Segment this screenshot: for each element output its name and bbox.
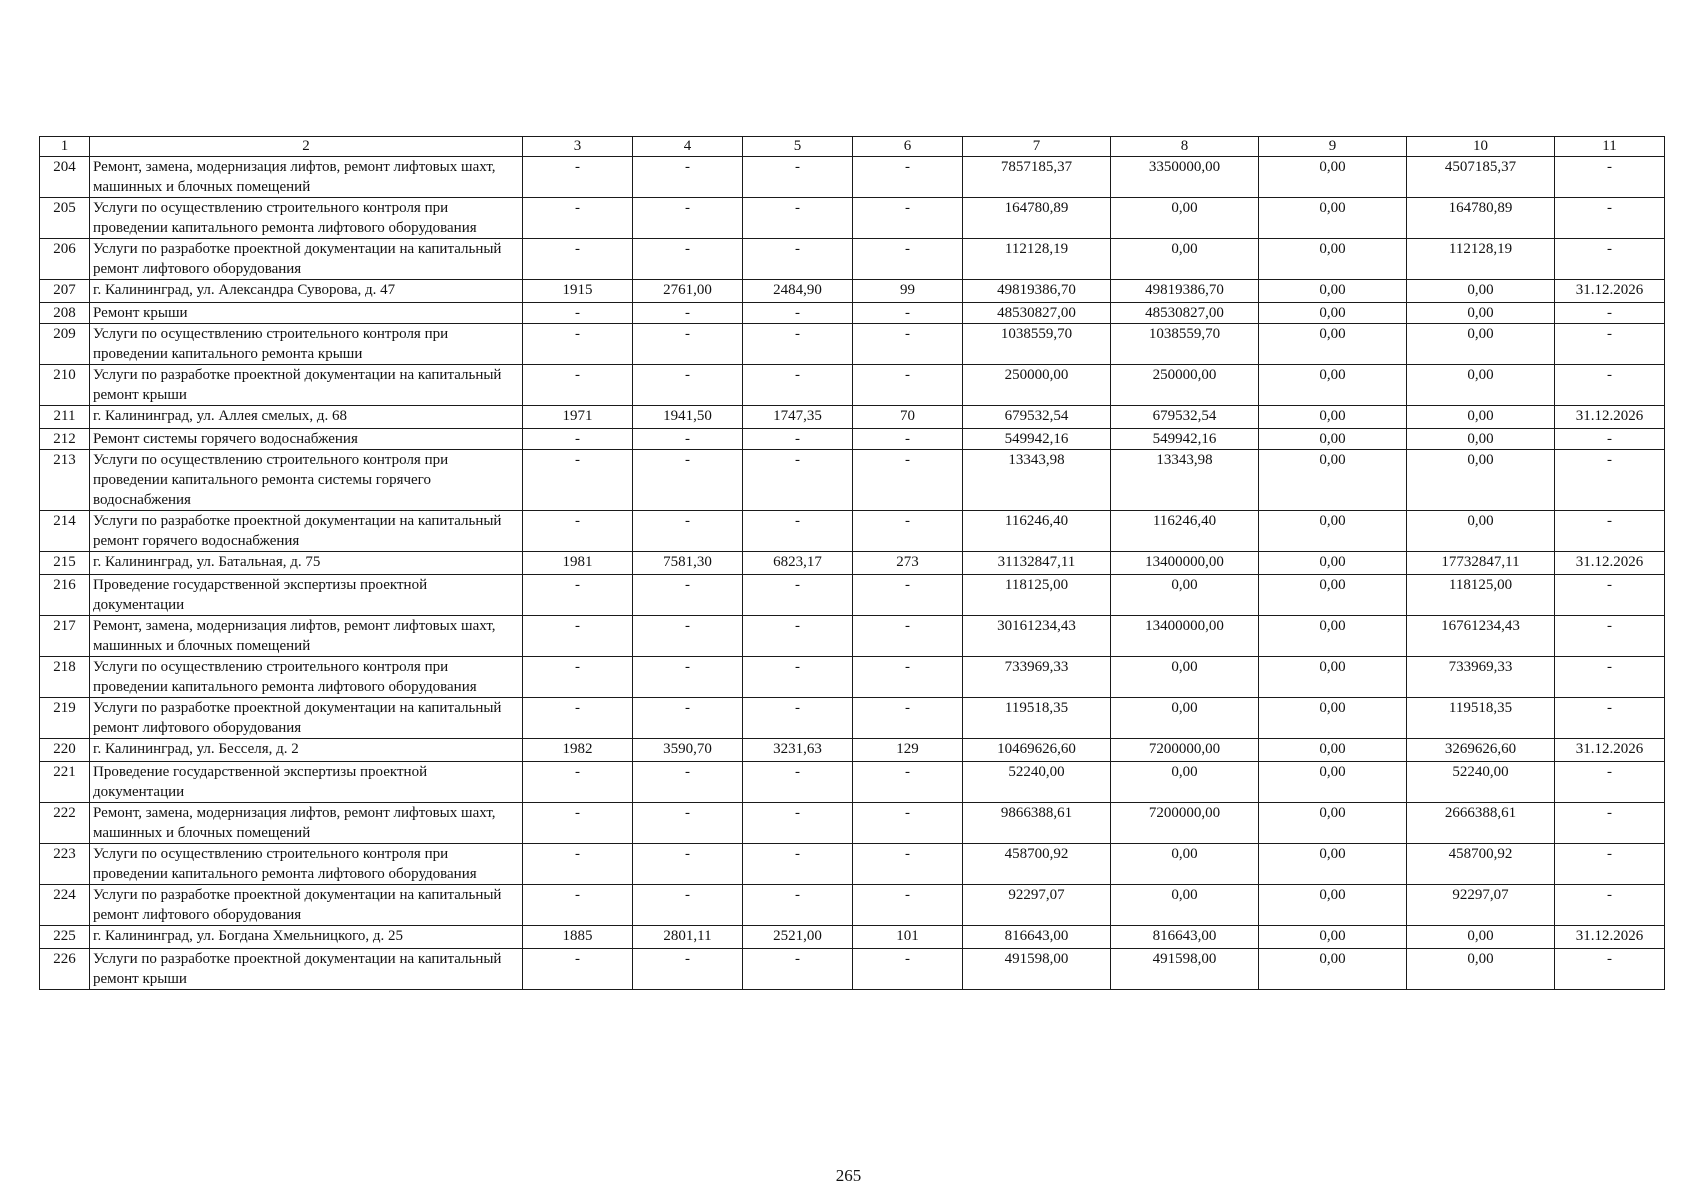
deadline-cell: 31.12.2026	[1555, 739, 1665, 762]
residents-cell: -	[853, 239, 963, 280]
total-cost-cell: 112128,19	[963, 239, 1111, 280]
owners-cost-cell: 0,00	[1407, 365, 1555, 406]
budget-cost-cell: 0,00	[1259, 762, 1407, 803]
area-total-cell: -	[633, 698, 743, 739]
column-number: 9	[1259, 137, 1407, 157]
description-cell: Ремонт, замена, модернизация лифтов, ремонт лифтовых шахт, машинных и блочных помещений	[90, 157, 523, 198]
fund-cost-cell: 0,00	[1111, 198, 1259, 239]
budget-cost-cell: 0,00	[1259, 450, 1407, 511]
column-number: 11	[1555, 137, 1665, 157]
area-total-cell: -	[633, 365, 743, 406]
area-living-cell: -	[743, 198, 853, 239]
year-cell: -	[523, 844, 633, 885]
total-cost-cell: 52240,00	[963, 762, 1111, 803]
fund-cost-cell: 49819386,70	[1111, 280, 1259, 303]
fund-cost-cell: 48530827,00	[1111, 303, 1259, 324]
fund-cost-cell: 0,00	[1111, 844, 1259, 885]
budget-cost-cell: 0,00	[1259, 429, 1407, 450]
row-number-cell: 211	[40, 406, 90, 429]
work-item-row	[40, 239, 1665, 280]
row-number-cell: 213	[40, 450, 90, 511]
row-number-cell: 222	[40, 803, 90, 844]
description-cell: Ремонт системы горячего водоснабжения	[90, 429, 523, 450]
description-cell: Услуги по разработке проектной документации на капитальный ремонт лифтового оборудования	[90, 239, 523, 280]
area-total-cell: -	[633, 616, 743, 657]
area-total-cell: -	[633, 657, 743, 698]
area-total-cell: 2801,11	[633, 926, 743, 949]
area-total-cell: -	[633, 429, 743, 450]
budget-cost-cell: 0,00	[1259, 324, 1407, 365]
work-item-row	[40, 198, 1665, 239]
residents-cell: -	[853, 844, 963, 885]
deadline-cell: -	[1555, 844, 1665, 885]
area-living-cell: 2521,00	[743, 926, 853, 949]
column-number: 3	[523, 137, 633, 157]
total-cost-cell: 250000,00	[963, 365, 1111, 406]
budget-cost-cell: 0,00	[1259, 803, 1407, 844]
area-living-cell: -	[743, 303, 853, 324]
column-number: 6	[853, 137, 963, 157]
total-cost-cell: 13343,98	[963, 450, 1111, 511]
fund-cost-cell: 13400000,00	[1111, 616, 1259, 657]
row-number-cell: 224	[40, 885, 90, 926]
residents-cell: -	[853, 762, 963, 803]
year-cell: -	[523, 698, 633, 739]
fund-cost-cell: 0,00	[1111, 239, 1259, 280]
column-number: 2	[90, 137, 523, 157]
owners-cost-cell: 52240,00	[1407, 762, 1555, 803]
deadline-cell: -	[1555, 616, 1665, 657]
total-cost-cell: 116246,40	[963, 511, 1111, 552]
area-total-cell: -	[633, 575, 743, 616]
fund-cost-cell: 250000,00	[1111, 365, 1259, 406]
work-item-row	[40, 157, 1665, 198]
owners-cost-cell: 0,00	[1407, 303, 1555, 324]
total-cost-cell: 549942,16	[963, 429, 1111, 450]
owners-cost-cell: 4507185,37	[1407, 157, 1555, 198]
column-number: 5	[743, 137, 853, 157]
fund-cost-cell: 0,00	[1111, 762, 1259, 803]
total-cost-cell: 679532,54	[963, 406, 1111, 429]
description-cell: Услуги по осуществлению строительного контроля при проведении капитального ремонта лифтового оборудования	[90, 657, 523, 698]
year-cell: -	[523, 157, 633, 198]
budget-cost-cell: 0,00	[1259, 739, 1407, 762]
owners-cost-cell: 16761234,43	[1407, 616, 1555, 657]
budget-cost-cell: 0,00	[1259, 698, 1407, 739]
year-cell: -	[523, 575, 633, 616]
fund-cost-cell: 7200000,00	[1111, 739, 1259, 762]
total-cost-cell: 49819386,70	[963, 280, 1111, 303]
area-living-cell: -	[743, 575, 853, 616]
area-total-cell: 3590,70	[633, 739, 743, 762]
area-living-cell: 6823,17	[743, 552, 853, 575]
deadline-cell: -	[1555, 303, 1665, 324]
year-cell: -	[523, 616, 633, 657]
year-cell: -	[523, 762, 633, 803]
owners-cost-cell: 458700,92	[1407, 844, 1555, 885]
address-row	[40, 552, 1665, 575]
fund-cost-cell: 0,00	[1111, 657, 1259, 698]
area-total-cell: -	[633, 762, 743, 803]
column-number: 1	[40, 137, 90, 157]
owners-cost-cell: 118125,00	[1407, 575, 1555, 616]
area-total-cell: 1941,50	[633, 406, 743, 429]
area-living-cell: -	[743, 239, 853, 280]
work-item-row	[40, 844, 1665, 885]
year-cell: 1982	[523, 739, 633, 762]
residents-cell: -	[853, 324, 963, 365]
year-cell: -	[523, 803, 633, 844]
page-number: 265	[835, 1166, 862, 1185]
budget-cost-cell: 0,00	[1259, 157, 1407, 198]
year-cell: -	[523, 324, 633, 365]
description-cell: г. Калининград, ул. Батальная, д. 75	[90, 552, 523, 575]
row-number-cell: 219	[40, 698, 90, 739]
budget-cost-cell: 0,00	[1259, 303, 1407, 324]
row-number-cell: 207	[40, 280, 90, 303]
residents-cell: -	[853, 885, 963, 926]
fund-cost-cell: 0,00	[1111, 575, 1259, 616]
owners-cost-cell: 112128,19	[1407, 239, 1555, 280]
work-item-row	[40, 575, 1665, 616]
year-cell: -	[523, 885, 633, 926]
residents-cell: 99	[853, 280, 963, 303]
fund-cost-cell: 0,00	[1111, 885, 1259, 926]
total-cost-cell: 92297,07	[963, 885, 1111, 926]
area-total-cell: -	[633, 303, 743, 324]
year-cell: -	[523, 365, 633, 406]
owners-cost-cell: 17732847,11	[1407, 552, 1555, 575]
column-number-row	[40, 137, 1665, 157]
area-total-cell: -	[633, 844, 743, 885]
area-total-cell: -	[633, 511, 743, 552]
total-cost-cell: 733969,33	[963, 657, 1111, 698]
fund-cost-cell: 549942,16	[1111, 429, 1259, 450]
budget-cost-cell: 0,00	[1259, 926, 1407, 949]
total-cost-cell: 31132847,11	[963, 552, 1111, 575]
description-cell: Проведение государственной экспертизы проектной документации	[90, 762, 523, 803]
row-number-cell: 208	[40, 303, 90, 324]
year-cell: 1971	[523, 406, 633, 429]
description-cell: Услуги по разработке проектной документации на капитальный ремонт крыши	[90, 365, 523, 406]
area-living-cell: -	[743, 511, 853, 552]
total-cost-cell: 164780,89	[963, 198, 1111, 239]
area-total-cell: -	[633, 157, 743, 198]
deadline-cell: 31.12.2026	[1555, 926, 1665, 949]
deadline-cell: -	[1555, 803, 1665, 844]
owners-cost-cell: 3269626,60	[1407, 739, 1555, 762]
table-body	[40, 157, 1665, 990]
description-cell: Ремонт, замена, модернизация лифтов, ремонт лифтовых шахт, машинных и блочных помещений	[90, 616, 523, 657]
work-item-row	[40, 803, 1665, 844]
area-total-cell: -	[633, 803, 743, 844]
area-living-cell: -	[743, 698, 853, 739]
description-cell: г. Калининград, ул. Александра Суворова, д. 47	[90, 280, 523, 303]
area-living-cell: -	[743, 450, 853, 511]
owners-cost-cell: 0,00	[1407, 511, 1555, 552]
deadline-cell: -	[1555, 239, 1665, 280]
address-row	[40, 926, 1665, 949]
budget-cost-cell: 0,00	[1259, 657, 1407, 698]
description-cell: Ремонт, замена, модернизация лифтов, ремонт лифтовых шахт, машинных и блочных помещений	[90, 803, 523, 844]
work-item-row	[40, 511, 1665, 552]
owners-cost-cell: 0,00	[1407, 280, 1555, 303]
row-number-cell: 204	[40, 157, 90, 198]
year-cell: -	[523, 239, 633, 280]
work-item-row	[40, 450, 1665, 511]
area-total-cell: -	[633, 239, 743, 280]
column-number: 10	[1407, 137, 1555, 157]
fund-cost-cell: 13400000,00	[1111, 552, 1259, 575]
budget-cost-cell: 0,00	[1259, 198, 1407, 239]
work-item-row	[40, 303, 1665, 324]
row-number-cell: 226	[40, 949, 90, 990]
description-cell: Ремонт крыши	[90, 303, 523, 324]
area-living-cell: -	[743, 762, 853, 803]
owners-cost-cell: 733969,33	[1407, 657, 1555, 698]
budget-cost-cell: 0,00	[1259, 616, 1407, 657]
deadline-cell: -	[1555, 657, 1665, 698]
residents-cell: -	[853, 657, 963, 698]
address-row	[40, 739, 1665, 762]
address-row	[40, 406, 1665, 429]
residents-cell: 273	[853, 552, 963, 575]
area-living-cell: -	[743, 324, 853, 365]
owners-cost-cell: 2666388,61	[1407, 803, 1555, 844]
residents-cell: -	[853, 157, 963, 198]
year-cell: -	[523, 198, 633, 239]
budget-cost-cell: 0,00	[1259, 844, 1407, 885]
work-item-row	[40, 762, 1665, 803]
work-item-row	[40, 949, 1665, 990]
deadline-cell: -	[1555, 885, 1665, 926]
fund-cost-cell: 679532,54	[1111, 406, 1259, 429]
deadline-cell: 31.12.2026	[1555, 406, 1665, 429]
total-cost-cell: 458700,92	[963, 844, 1111, 885]
fund-cost-cell: 3350000,00	[1111, 157, 1259, 198]
total-cost-cell: 816643,00	[963, 926, 1111, 949]
residents-cell: -	[853, 575, 963, 616]
description-cell: Услуги по разработке проектной документации на капитальный ремонт лифтового оборудования	[90, 885, 523, 926]
area-living-cell: 3231,63	[743, 739, 853, 762]
row-number-cell: 225	[40, 926, 90, 949]
row-number-cell: 209	[40, 324, 90, 365]
area-living-cell: -	[743, 157, 853, 198]
work-item-row	[40, 429, 1665, 450]
work-item-row	[40, 365, 1665, 406]
description-cell: Услуги по осуществлению строительного контроля при проведении капитального ремонта лифтового оборудования	[90, 198, 523, 239]
area-living-cell: -	[743, 885, 853, 926]
owners-cost-cell: 92297,07	[1407, 885, 1555, 926]
fund-cost-cell: 13343,98	[1111, 450, 1259, 511]
address-row	[40, 280, 1665, 303]
residents-cell: -	[853, 303, 963, 324]
area-total-cell: 7581,30	[633, 552, 743, 575]
row-number-cell: 210	[40, 365, 90, 406]
residents-cell: -	[853, 803, 963, 844]
area-total-cell: -	[633, 885, 743, 926]
description-cell: Услуги по осуществлению строительного контроля при проведении капитального ремонта крыши	[90, 324, 523, 365]
residents-cell: 129	[853, 739, 963, 762]
year-cell: 1885	[523, 926, 633, 949]
area-total-cell: -	[633, 324, 743, 365]
owners-cost-cell: 0,00	[1407, 406, 1555, 429]
deadline-cell: -	[1555, 575, 1665, 616]
total-cost-cell: 7857185,37	[963, 157, 1111, 198]
residents-cell: -	[853, 511, 963, 552]
row-number-cell: 217	[40, 616, 90, 657]
budget-cost-cell: 0,00	[1259, 575, 1407, 616]
row-number-cell: 221	[40, 762, 90, 803]
residents-cell: -	[853, 450, 963, 511]
budget-cost-cell: 0,00	[1259, 949, 1407, 990]
row-number-cell: 214	[40, 511, 90, 552]
description-cell: г. Калининград, ул. Аллея смелых, д. 68	[90, 406, 523, 429]
residents-cell: -	[853, 949, 963, 990]
area-living-cell: -	[743, 803, 853, 844]
budget-cost-cell: 0,00	[1259, 406, 1407, 429]
fund-cost-cell: 116246,40	[1111, 511, 1259, 552]
column-number: 8	[1111, 137, 1259, 157]
total-cost-cell: 1038559,70	[963, 324, 1111, 365]
fund-cost-cell: 0,00	[1111, 698, 1259, 739]
description-cell: Услуги по осуществлению строительного контроля при проведении капитального ремонта системы горячего водоснабжения	[90, 450, 523, 511]
area-total-cell: 2761,00	[633, 280, 743, 303]
budget-cost-cell: 0,00	[1259, 552, 1407, 575]
fund-cost-cell: 816643,00	[1111, 926, 1259, 949]
column-number: 7	[963, 137, 1111, 157]
description-cell: Услуги по разработке проектной документации на капитальный ремонт лифтового оборудования	[90, 698, 523, 739]
budget-cost-cell: 0,00	[1259, 239, 1407, 280]
area-total-cell: -	[633, 198, 743, 239]
residents-cell: 70	[853, 406, 963, 429]
area-living-cell: 1747,35	[743, 406, 853, 429]
owners-cost-cell: 0,00	[1407, 450, 1555, 511]
deadline-cell: -	[1555, 762, 1665, 803]
area-total-cell: -	[633, 450, 743, 511]
description-cell: Услуги по разработке проектной документации на капитальный ремонт крыши	[90, 949, 523, 990]
deadline-cell: -	[1555, 324, 1665, 365]
owners-cost-cell: 0,00	[1407, 429, 1555, 450]
deadline-cell: -	[1555, 198, 1665, 239]
total-cost-cell: 48530827,00	[963, 303, 1111, 324]
column-number: 4	[633, 137, 743, 157]
area-total-cell: -	[633, 949, 743, 990]
row-number-cell: 205	[40, 198, 90, 239]
work-item-row	[40, 657, 1665, 698]
deadline-cell: 31.12.2026	[1555, 552, 1665, 575]
row-number-cell: 216	[40, 575, 90, 616]
area-living-cell: -	[743, 949, 853, 990]
deadline-cell: -	[1555, 157, 1665, 198]
row-number-cell: 212	[40, 429, 90, 450]
residents-cell: -	[853, 698, 963, 739]
total-cost-cell: 10469626,60	[963, 739, 1111, 762]
row-number-cell: 218	[40, 657, 90, 698]
area-living-cell: -	[743, 657, 853, 698]
residents-cell: -	[853, 429, 963, 450]
area-living-cell: 2484,90	[743, 280, 853, 303]
total-cost-cell: 9866388,61	[963, 803, 1111, 844]
work-item-row	[40, 698, 1665, 739]
row-number-cell: 223	[40, 844, 90, 885]
row-number-cell: 220	[40, 739, 90, 762]
fund-cost-cell: 7200000,00	[1111, 803, 1259, 844]
residents-cell: 101	[853, 926, 963, 949]
description-cell: Услуги по разработке проектной документации на капитальный ремонт горячего водоснабжения	[90, 511, 523, 552]
description-cell: Проведение государственной экспертизы проектной документации	[90, 575, 523, 616]
deadline-cell: -	[1555, 698, 1665, 739]
deadline-cell: -	[1555, 365, 1665, 406]
owners-cost-cell: 0,00	[1407, 926, 1555, 949]
year-cell: 1981	[523, 552, 633, 575]
year-cell: -	[523, 429, 633, 450]
year-cell: -	[523, 657, 633, 698]
year-cell: -	[523, 949, 633, 990]
budget-cost-cell: 0,00	[1259, 365, 1407, 406]
area-living-cell: -	[743, 429, 853, 450]
year-cell: -	[523, 303, 633, 324]
deadline-cell: -	[1555, 949, 1665, 990]
area-living-cell: -	[743, 616, 853, 657]
total-cost-cell: 119518,35	[963, 698, 1111, 739]
residents-cell: -	[853, 198, 963, 239]
deadline-cell: -	[1555, 429, 1665, 450]
budget-cost-cell: 0,00	[1259, 280, 1407, 303]
area-living-cell: -	[743, 365, 853, 406]
year-cell: -	[523, 450, 633, 511]
owners-cost-cell: 0,00	[1407, 324, 1555, 365]
row-number-cell: 206	[40, 239, 90, 280]
work-item-row	[40, 616, 1665, 657]
year-cell: 1915	[523, 280, 633, 303]
works-table	[39, 136, 1665, 990]
total-cost-cell: 30161234,43	[963, 616, 1111, 657]
owners-cost-cell: 119518,35	[1407, 698, 1555, 739]
owners-cost-cell: 0,00	[1407, 949, 1555, 990]
total-cost-cell: 491598,00	[963, 949, 1111, 990]
deadline-cell: 31.12.2026	[1555, 280, 1665, 303]
owners-cost-cell: 164780,89	[1407, 198, 1555, 239]
budget-cost-cell: 0,00	[1259, 511, 1407, 552]
deadline-cell: -	[1555, 450, 1665, 511]
fund-cost-cell: 1038559,70	[1111, 324, 1259, 365]
deadline-cell: -	[1555, 511, 1665, 552]
description-cell: г. Калининград, ул. Бесселя, д. 2	[90, 739, 523, 762]
fund-cost-cell: 491598,00	[1111, 949, 1259, 990]
total-cost-cell: 118125,00	[963, 575, 1111, 616]
residents-cell: -	[853, 365, 963, 406]
description-cell: г. Калининград, ул. Богдана Хмельницкого, д. 25	[90, 926, 523, 949]
residents-cell: -	[853, 616, 963, 657]
budget-cost-cell: 0,00	[1259, 885, 1407, 926]
work-item-row	[40, 885, 1665, 926]
year-cell: -	[523, 511, 633, 552]
row-number-cell: 215	[40, 552, 90, 575]
area-living-cell: -	[743, 844, 853, 885]
work-item-row	[40, 324, 1665, 365]
description-cell: Услуги по осуществлению строительного контроля при проведении капитального ремонта лифтового оборудования	[90, 844, 523, 885]
